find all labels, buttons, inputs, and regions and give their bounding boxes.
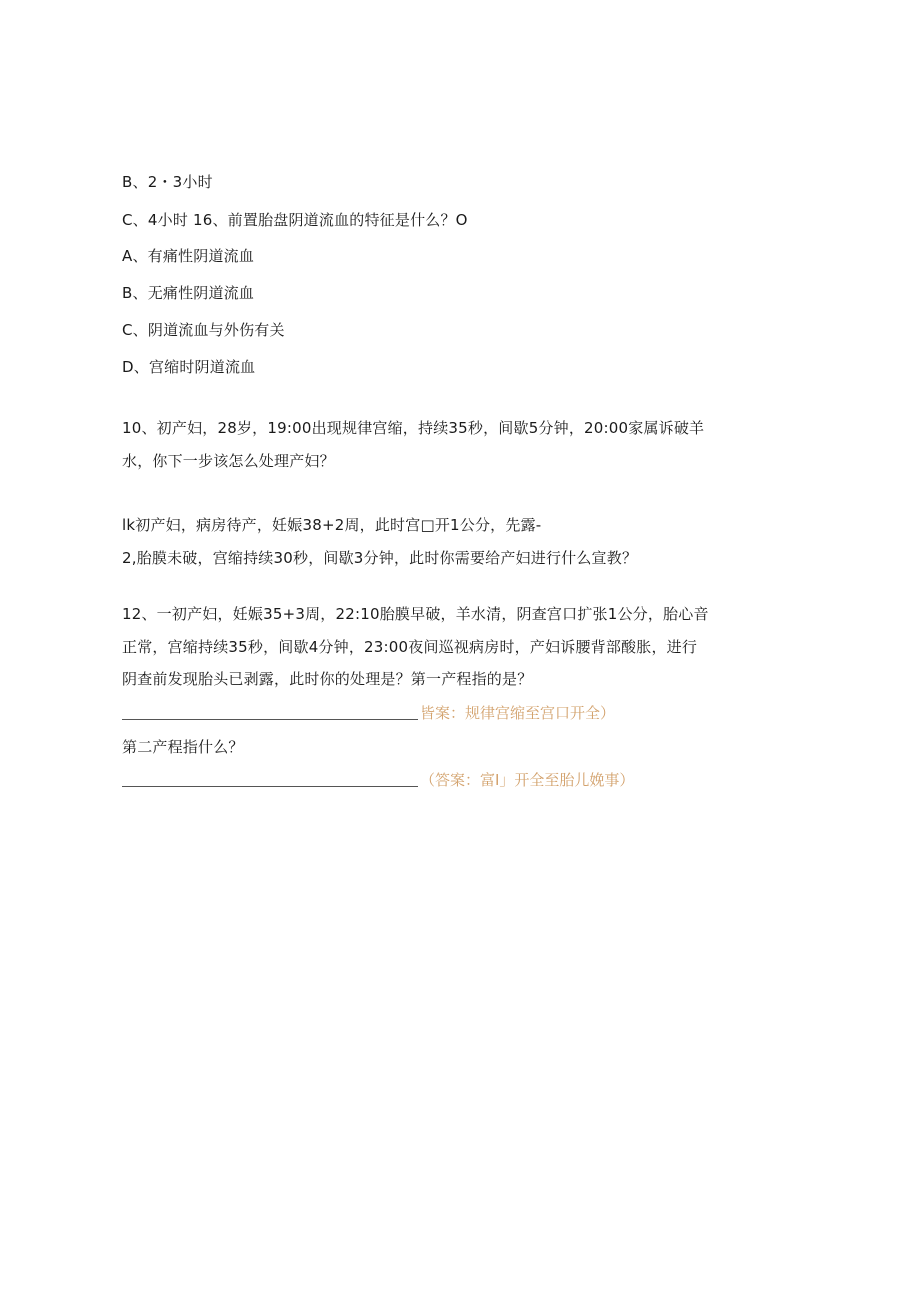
option-a-q16: A、有痛性阴道流血 [122,247,255,265]
option-b-q9: B、2・3小时 [122,173,213,191]
question-10-line-1: 10、初产妇，28岁，19:00出现规律宫缩，持续35秒，间歇5分钟，20:00家属诉破羊 [122,419,705,437]
option-c-and-question-16: C、4小时 16、前置胎盘阴道流血的特征是什么？O [122,211,468,229]
answer-text-1: 皆案：规律宫缩至宫口开全） [420,704,616,722]
option-d-q16: D、宫缩时阴道流血 [122,358,256,376]
question-11-line-2: 2,胎膜未破，宫缩持续30秒，间歇3分钟，此时你需要给产妇进行什么宣教？ [122,549,638,567]
option-b-q16: B、无痛性阴道流血 [122,284,255,302]
answer-row-2 [122,768,634,790]
question-10-line-2: 水，你下一步该怎么处理产妇？ [122,452,335,470]
question-12-second-stage: 第二产程指什么？ [122,738,244,756]
question-11-line-1: lk初产妇，病房待产，妊娠38+2周，此时宫□开1公分，先露- [122,516,542,534]
answer-row-1 [122,701,615,723]
answer-blank-1 [122,705,418,720]
answer-blank-2 [122,772,418,787]
question-12-line-1: 12、一初产妇，妊娠35+3周，22:10胎膜早破，羊水清，阴查宫口扩张1公分，胎心音 [122,605,709,623]
option-c-q16: C、阴道流血与外伤有关 [122,321,285,339]
question-12-line-2: 正常，宫缩持续35秒，间歇4分钟，23:00夜间巡视病房时，产妇诉腰背部酸胀，进行 [122,638,698,656]
answer-text-2: （答案：富I」开全至胎儿娩事） [420,771,635,789]
question-12-line-3: 阴查前发现胎头已剥露，此时你的处理是？第一产程指的是？ [122,670,533,688]
